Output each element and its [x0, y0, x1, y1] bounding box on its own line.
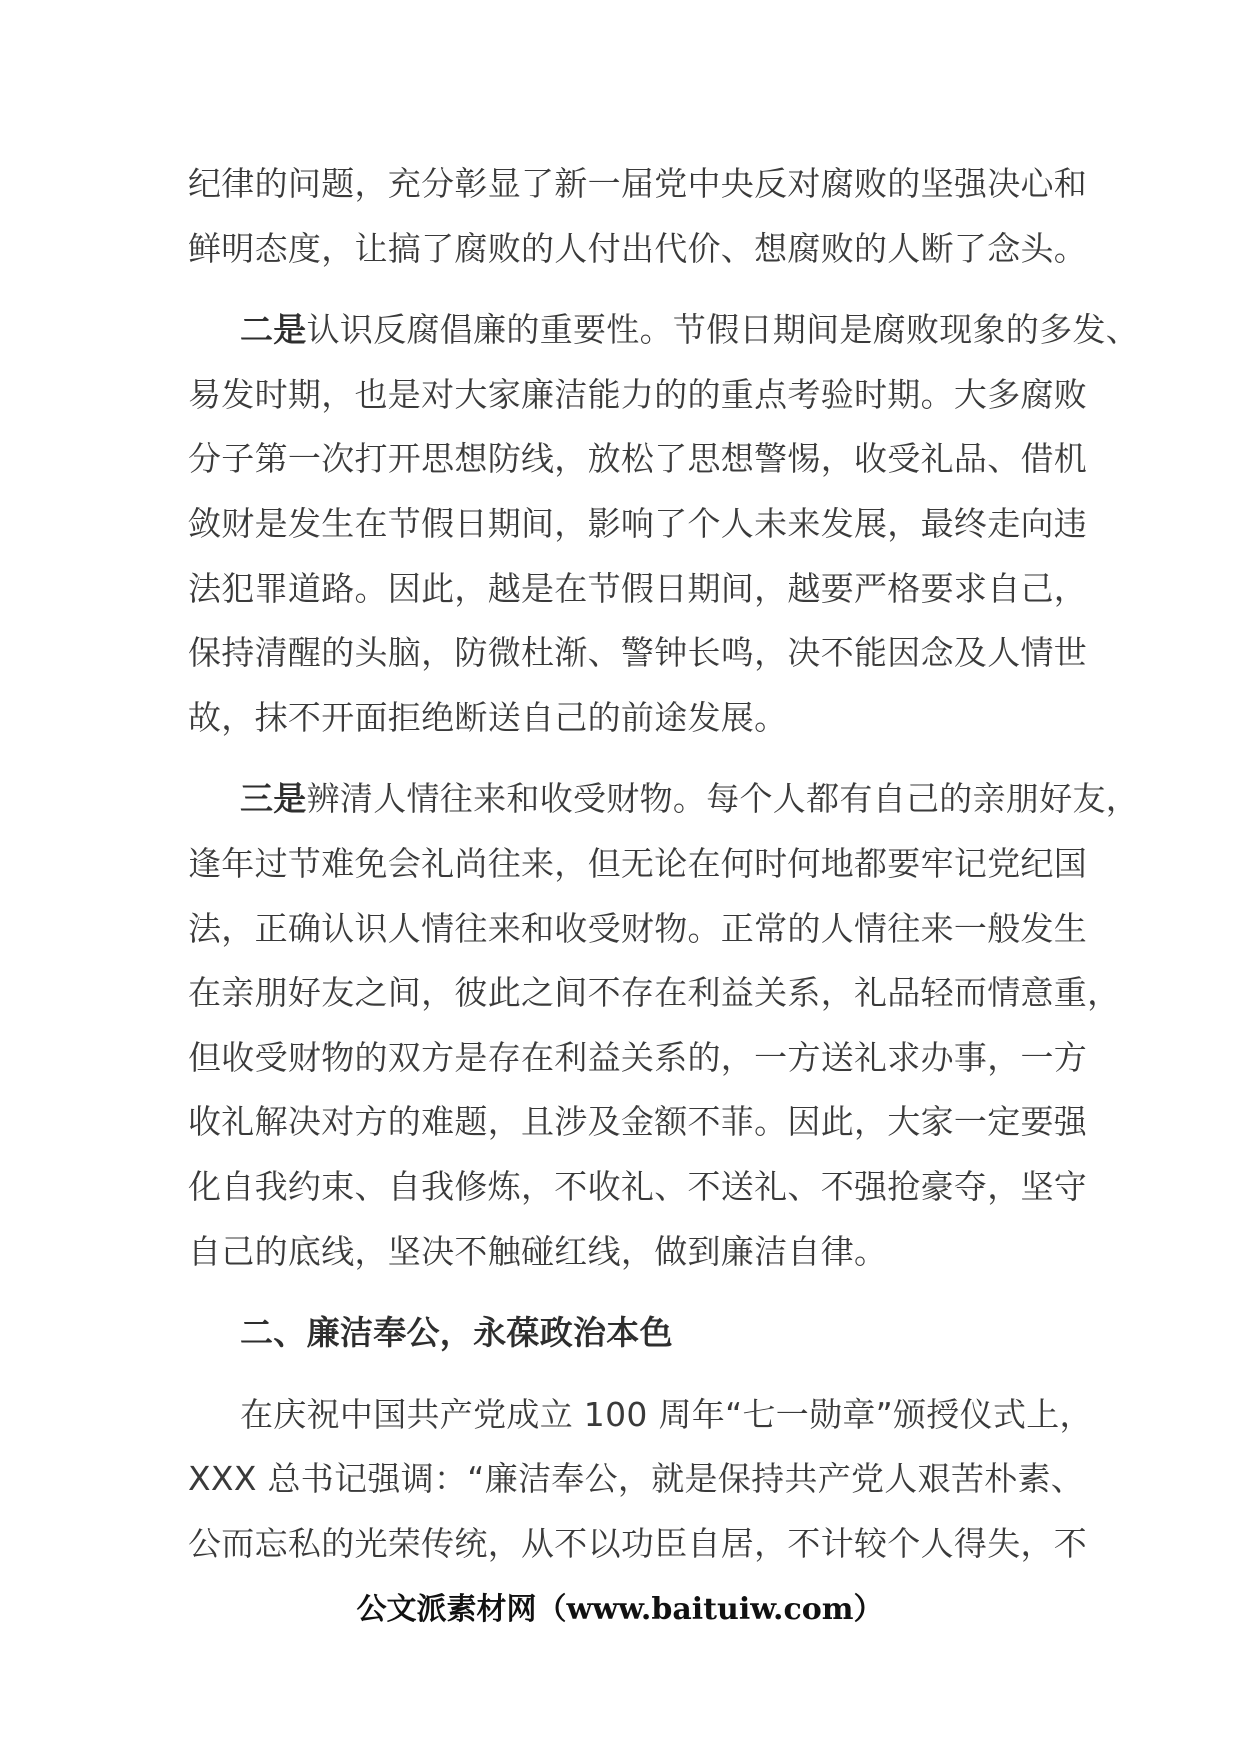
text-line: 逢年过节难免会礼尚往来，但无论在何时何地都要牢记党纪国: [188, 843, 1088, 883]
text-line: 但收受财物的双方是存在利益关系的，一方送礼求办事，一方: [188, 1037, 1088, 1077]
text-line: 分子第一次打开思想防线，放松了思想警惕，收受礼品、借机: [188, 439, 1088, 479]
paragraph-first-line: [188, 767, 1140, 832]
text-line: 收礼解决对方的难题，且涉及金额不菲。因此，大家一定要强: [188, 1102, 1088, 1142]
text-line: 敛财是发生在节假日期间，影响了个人未来发展，最终走向违: [188, 503, 1088, 543]
text-line: 法，正确认识人情往来和收受财物。正常的人情往来一般发生: [188, 908, 1088, 948]
document-body: [188, 152, 1140, 1576]
section-heading: 二、廉洁奉公，永葆政治本色: [240, 1313, 673, 1353]
footer-watermark: 公文派素材网（www.baituiw.com）: [356, 1592, 884, 1627]
text-line: 化自我约束、自我修炼，不收礼、不送礼、不强抢豪夺，坚守: [188, 1166, 1088, 1206]
paragraph-lead: 二是: [240, 310, 307, 350]
text-line: 法犯罪道路。因此，越是在节假日期间，越要严格要求自己，: [188, 568, 1088, 608]
paragraph-first-line: 在庆祝中国共产党成立 100 周年“七一勋章”颁授仪式上，: [240, 1394, 1093, 1434]
text-line: XXX 总书记强调：“廉洁奉公，就是保持共产党人艰苦朴素、: [188, 1459, 1085, 1499]
text-line: 自己的底线，坚决不触碰红线，做到廉洁自律。: [188, 1231, 888, 1271]
text-line: 故，抹不开面拒绝断送自己的前途发展。: [188, 697, 788, 737]
text-line: 在亲朋好友之间，彼此之间不存在利益关系，礼品轻而情意重，: [188, 973, 1121, 1013]
paragraph-text: 认识反腐倡廉的重要性。节假日期间是腐败现象的多发、: [306, 310, 1140, 350]
paragraph-text: 辨清人情往来和收受财物。每个人都有自己的亲朋好友，: [306, 779, 1140, 819]
text-line: 鲜明态度，让搞了腐败的人付出代价、想腐败的人断了念头。: [188, 228, 1088, 268]
text-line: 纪律的问题，充分彰显了新一届党中央反对腐败的坚强决心和: [188, 164, 1088, 203]
text-line: 易发时期，也是对大家廉洁能力的的重点考验时期。大多腐败: [188, 374, 1088, 414]
paragraph-first-line: [188, 298, 1140, 363]
text-line: 公而忘私的光荣传统，从不以功臣自居，不计较个人得失，不: [188, 1523, 1088, 1563]
text-line: 保持清醒的头脑，防微杜渐、警钟长鸣，决不能因念及人情世: [188, 633, 1088, 673]
paragraph-lead: 三是: [240, 779, 307, 819]
